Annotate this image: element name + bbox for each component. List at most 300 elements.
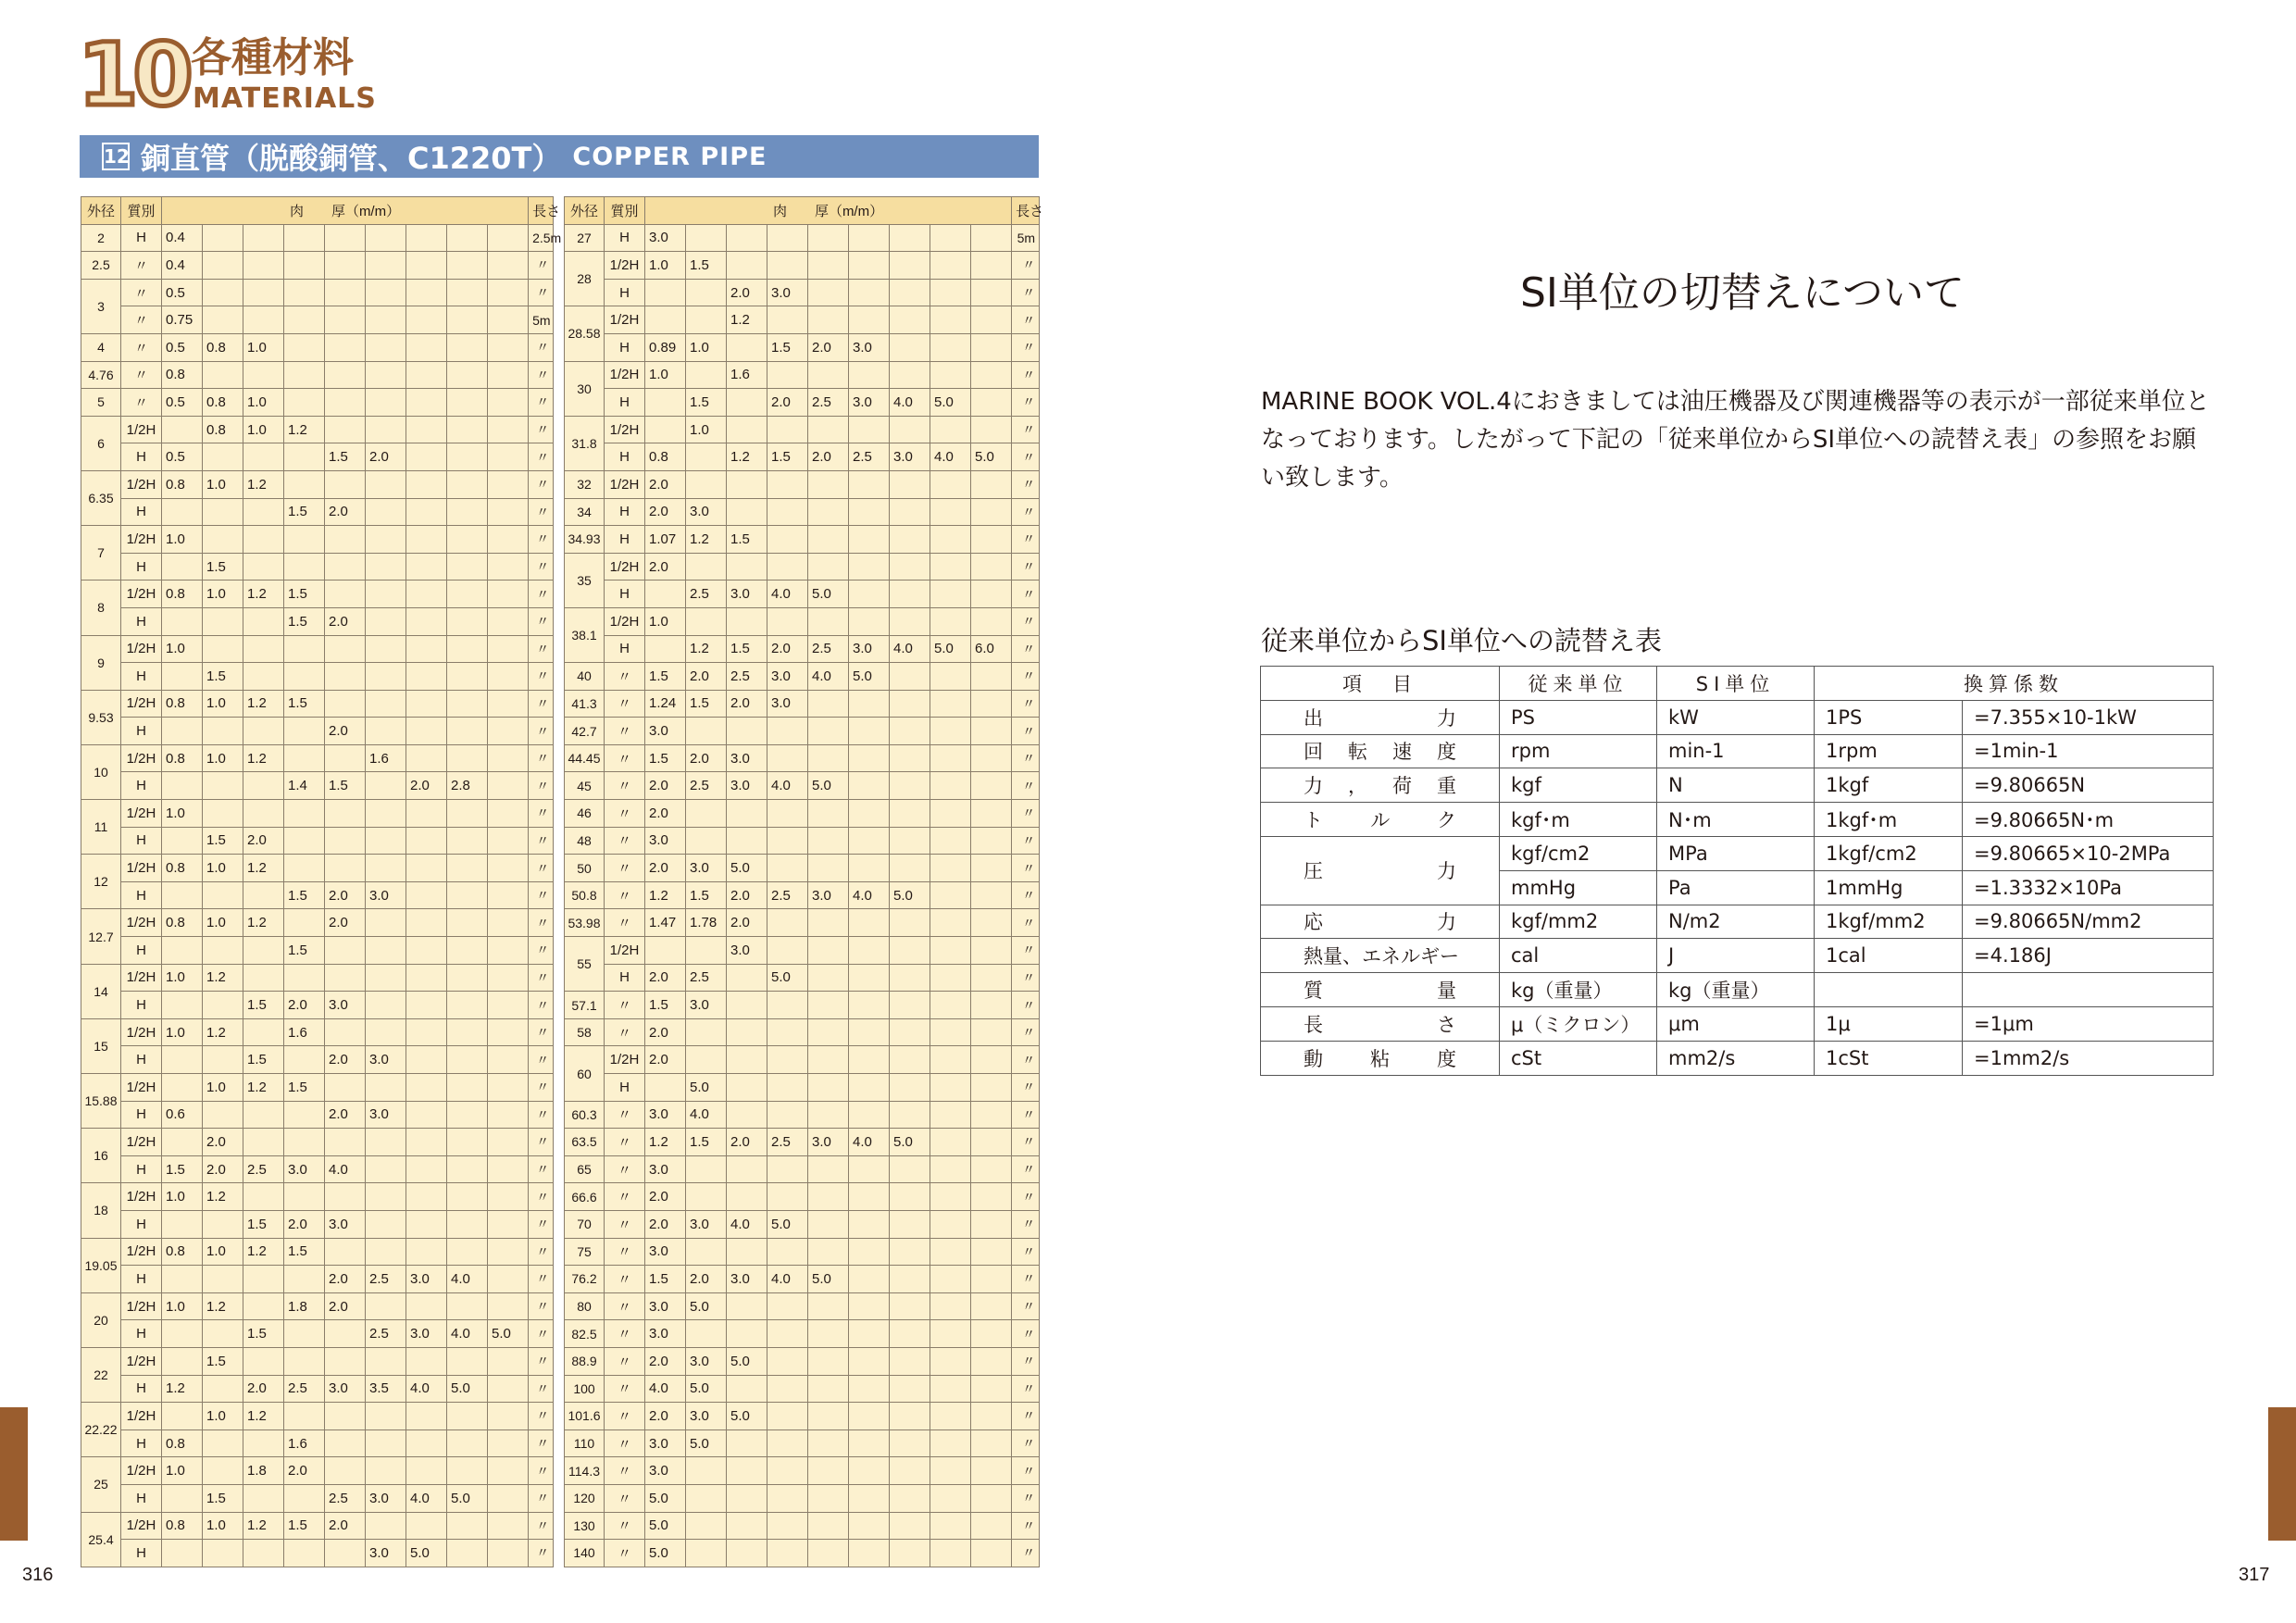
thickness-cell: [808, 1540, 849, 1567]
thickness-cell: [366, 252, 406, 280]
length-cell: 〃: [1012, 1457, 1040, 1485]
outer-diameter-cell: 27: [565, 224, 605, 252]
si-row: [1261, 768, 2214, 803]
thickness-cell: [488, 855, 529, 882]
thickness-cell: [971, 1238, 1012, 1266]
thickness-cell: [727, 1101, 767, 1129]
thickness-cell: [406, 252, 447, 280]
thickness-cell: [849, 1266, 890, 1293]
outer-diameter-cell: 55: [565, 937, 605, 992]
thickness-cell: [890, 333, 930, 361]
length-cell: 〃: [529, 1403, 554, 1430]
thickness-cell: [488, 744, 529, 772]
thickness-cell: 1.0: [162, 526, 203, 554]
thickness-cell: [686, 443, 727, 471]
thickness-cell: [890, 1375, 930, 1403]
length-cell: 〃: [529, 909, 554, 937]
thickness-cell: [203, 224, 243, 252]
thickness-cell: 3.0: [366, 1484, 406, 1512]
thickness-cell: [971, 581, 1012, 608]
thickness-cell: 1.0: [243, 416, 284, 443]
thickness-cell: [808, 1457, 849, 1485]
thickness-cell: 1.0: [203, 1403, 243, 1430]
thickness-cell: [406, 333, 447, 361]
thickness-cell: 1.5: [243, 1320, 284, 1348]
thickness-cell: [406, 1238, 447, 1266]
thickness-cell: [808, 855, 849, 882]
thickness-cell: [727, 1046, 767, 1074]
thickness-cell: [284, 1183, 325, 1211]
thickness-cell: [645, 279, 686, 306]
thickness-cell: [767, 607, 808, 635]
length-cell: 〃: [529, 361, 554, 389]
outer-diameter-cell: 101.6: [565, 1403, 605, 1430]
thickness-cell: [767, 909, 808, 937]
table-row: [565, 690, 1040, 718]
table-row: [81, 1266, 554, 1293]
grade-cell: 1/2H: [121, 909, 162, 937]
thickness-cell: [686, 306, 727, 334]
length-cell: 〃: [1012, 800, 1040, 828]
outer-diameter-cell: 19.05: [81, 1238, 121, 1292]
thickness-cell: [767, 1292, 808, 1320]
length-cell: 〃: [1012, 1320, 1040, 1348]
si-factor-from-cell: 1cSt: [1815, 1041, 1963, 1075]
thickness-cell: [890, 1320, 930, 1348]
thickness-cell: [890, 964, 930, 992]
si-paragraph: MARINE BOOK VOL.4におきましては油圧機器及び関連機器等の表示が一部従来単位となっております。したがって下記の「従来単位からSI単位への読替え表」の参照をお願い致します。: [1261, 388, 2210, 492]
thickness-cell: [808, 1210, 849, 1238]
thickness-cell: [890, 526, 930, 554]
thickness-cell: [849, 992, 890, 1019]
thickness-cell: 2.0: [645, 855, 686, 882]
thickness-cell: 3.0: [849, 333, 890, 361]
thickness-cell: [971, 1074, 1012, 1102]
thickness-cell: 5.0: [849, 663, 890, 691]
thickness-cell: 2.0: [325, 909, 366, 937]
table-row: [565, 526, 1040, 554]
thickness-cell: [767, 361, 808, 389]
length-cell: 〃: [529, 1320, 554, 1348]
thickness-cell: [808, 1292, 849, 1320]
thickness-cell: [849, 1018, 890, 1046]
thickness-cell: [447, 1210, 488, 1238]
thickness-cell: [406, 992, 447, 1019]
thickness-cell: 3.0: [366, 1540, 406, 1567]
si-row: [1261, 905, 2214, 939]
thickness-cell: 1.2: [243, 855, 284, 882]
table-row: [565, 498, 1040, 526]
thickness-cell: [488, 416, 529, 443]
thickness-cell: [488, 1429, 529, 1457]
table-row: [81, 1074, 554, 1102]
thickness-cell: [971, 690, 1012, 718]
grade-cell: H: [121, 224, 162, 252]
length-cell: 〃: [1012, 498, 1040, 526]
thickness-cell: [808, 252, 849, 280]
thickness-cell: [727, 470, 767, 498]
thickness-cell: [488, 1512, 529, 1540]
si-header-old: 従来単位: [1500, 667, 1657, 701]
si-factor-from-cell: 1kgf/mm2: [1815, 905, 1963, 939]
si-conversion-table: [1260, 666, 2214, 1076]
thickness-cell: [930, 1512, 971, 1540]
outer-diameter-cell: 60: [565, 1046, 605, 1101]
thickness-cell: [930, 1129, 971, 1156]
thickness-cell: [488, 827, 529, 855]
thickness-cell: [243, 881, 284, 909]
thickness-cell: [890, 909, 930, 937]
thickness-cell: [447, 416, 488, 443]
thickness-cell: [971, 855, 1012, 882]
outer-diameter-cell: 75: [565, 1238, 605, 1266]
thickness-cell: 5.0: [767, 964, 808, 992]
table-row: [565, 992, 1040, 1019]
thickness-cell: 1.0: [162, 1292, 203, 1320]
thickness-cell: 1.5: [243, 992, 284, 1019]
outer-diameter-cell: 12.7: [81, 909, 121, 964]
thickness-cell: [971, 827, 1012, 855]
thickness-cell: [406, 800, 447, 828]
length-cell: 〃: [529, 1018, 554, 1046]
thickness-cell: 2.0: [686, 1266, 727, 1293]
grade-cell: 〃: [121, 306, 162, 334]
left-side-tab: [0, 1407, 28, 1541]
table-row: [565, 1375, 1040, 1403]
si-old-unit-cell: PS: [1500, 700, 1657, 734]
grade-cell: H: [121, 663, 162, 691]
thickness-cell: [930, 772, 971, 800]
thickness-cell: [447, 526, 488, 554]
thickness-cell: [686, 361, 727, 389]
outer-diameter-cell: 8: [81, 581, 121, 635]
thickness-cell: [447, 279, 488, 306]
thickness-cell: [686, 1457, 727, 1485]
thickness-cell: [284, 800, 325, 828]
length-cell: 〃: [1012, 581, 1040, 608]
outer-diameter-cell: 6: [81, 416, 121, 470]
thickness-cell: [727, 1429, 767, 1457]
thickness-cell: [930, 252, 971, 280]
thickness-cell: [890, 607, 930, 635]
table-row: [81, 1129, 554, 1156]
thickness-cell: [808, 800, 849, 828]
length-cell: 〃: [529, 1429, 554, 1457]
thickness-cell: [243, 718, 284, 745]
thickness-cell: [325, 1129, 366, 1156]
thickness-cell: [727, 1183, 767, 1211]
thickness-cell: [849, 526, 890, 554]
thickness-cell: [162, 553, 203, 581]
thickness-cell: [930, 1101, 971, 1129]
thickness-cell: 2.0: [645, 1046, 686, 1074]
si-factor-to-cell: =1min-1: [1963, 734, 2214, 768]
thickness-cell: 0.8: [162, 1429, 203, 1457]
table-row: [565, 1484, 1040, 1512]
thickness-cell: [488, 1403, 529, 1430]
thickness-cell: [447, 690, 488, 718]
thickness-cell: [849, 224, 890, 252]
thickness-cell: [890, 800, 930, 828]
table-row: [81, 279, 554, 306]
thickness-cell: 1.5: [325, 772, 366, 800]
thickness-cell: 1.5: [686, 389, 727, 417]
header-outer-diameter: 外径: [81, 197, 121, 225]
thickness-cell: [971, 279, 1012, 306]
thickness-cell: 4.0: [767, 772, 808, 800]
length-cell: 〃: [1012, 607, 1040, 635]
thickness-cell: [406, 607, 447, 635]
thickness-cell: 1.4: [284, 772, 325, 800]
thickness-cell: [930, 1046, 971, 1074]
thickness-cell: [366, 1512, 406, 1540]
thickness-cell: [488, 772, 529, 800]
thickness-cell: [767, 937, 808, 965]
thickness-cell: [890, 1155, 930, 1183]
grade-cell: 〃: [605, 800, 645, 828]
thickness-cell: [406, 663, 447, 691]
thickness-cell: [488, 964, 529, 992]
thickness-cell: 2.5: [767, 881, 808, 909]
thickness-cell: [325, 827, 366, 855]
grade-cell: 1/2H: [121, 1403, 162, 1430]
thickness-cell: [971, 744, 1012, 772]
thickness-cell: [366, 855, 406, 882]
thickness-cell: 1.5: [645, 992, 686, 1019]
si-item-cell: トルク: [1261, 803, 1500, 837]
length-cell: 〃: [1012, 389, 1040, 417]
thickness-cell: [645, 416, 686, 443]
grade-cell: 1/2H: [605, 1046, 645, 1074]
thickness-cell: [203, 1210, 243, 1238]
thickness-cell: [284, 279, 325, 306]
thickness-cell: [366, 1129, 406, 1156]
thickness-cell: [686, 1046, 727, 1074]
thickness-cell: 4.0: [849, 881, 890, 909]
grade-cell: 〃: [605, 1457, 645, 1485]
si-row: [1261, 939, 2214, 973]
thickness-cell: 3.0: [767, 279, 808, 306]
thickness-cell: [406, 1183, 447, 1211]
thickness-cell: [203, 1540, 243, 1567]
si-factor-from-cell: 1kgf･m: [1815, 803, 1963, 837]
thickness-cell: 0.8: [162, 361, 203, 389]
grade-cell: H: [121, 1320, 162, 1348]
thickness-cell: [243, 800, 284, 828]
thickness-cell: 2.0: [645, 1347, 686, 1375]
length-cell: 〃: [1012, 718, 1040, 745]
thickness-cell: [808, 1347, 849, 1375]
thickness-cell: 1.2: [243, 1512, 284, 1540]
table-row: [565, 607, 1040, 635]
si-unit-cell: μm: [1657, 1006, 1815, 1041]
thickness-cell: [406, 361, 447, 389]
length-cell: 〃: [1012, 909, 1040, 937]
grade-cell: 〃: [605, 1292, 645, 1320]
thickness-cell: 3.0: [325, 1375, 366, 1403]
thickness-cell: [406, 635, 447, 663]
si-row: [1261, 700, 2214, 734]
length-cell: 〃: [529, 937, 554, 965]
length-cell: 〃: [529, 1484, 554, 1512]
table-row: [565, 581, 1040, 608]
thickness-cell: [971, 1320, 1012, 1348]
grade-cell: 〃: [605, 744, 645, 772]
si-header-factor: 換算係数: [1815, 667, 2214, 701]
thickness-cell: [488, 718, 529, 745]
thickness-cell: [808, 1403, 849, 1430]
thickness-cell: [767, 744, 808, 772]
thickness-cell: 2.0: [366, 443, 406, 471]
copper-pipe-table-right: [564, 196, 1044, 1567]
outer-diameter-cell: 28.58: [565, 306, 605, 361]
length-cell: 〃: [1012, 1512, 1040, 1540]
thickness-cell: 5.0: [767, 1210, 808, 1238]
table-row: [81, 1155, 554, 1183]
thickness-cell: [284, 333, 325, 361]
thickness-cell: [243, 1183, 284, 1211]
length-cell: 〃: [529, 1074, 554, 1102]
thickness-cell: [727, 800, 767, 828]
length-cell: 〃: [1012, 306, 1040, 334]
thickness-cell: [727, 992, 767, 1019]
thickness-cell: [890, 1183, 930, 1211]
thickness-cell: [971, 1540, 1012, 1567]
thickness-cell: [849, 416, 890, 443]
thickness-cell: 1.0: [645, 361, 686, 389]
thickness-cell: [686, 1540, 727, 1567]
grade-cell: 〃: [605, 881, 645, 909]
length-cell: 〃: [529, 690, 554, 718]
grade-cell: 〃: [605, 1403, 645, 1430]
thickness-cell: 3.0: [645, 1292, 686, 1320]
grade-cell: H: [121, 718, 162, 745]
thickness-cell: [727, 1155, 767, 1183]
thickness-cell: [890, 1347, 930, 1375]
thickness-cell: 3.0: [890, 443, 930, 471]
thickness-cell: [284, 635, 325, 663]
thickness-cell: 4.0: [849, 1129, 890, 1156]
grade-cell: 〃: [605, 909, 645, 937]
thickness-cell: [890, 1457, 930, 1485]
thickness-cell: [488, 881, 529, 909]
table-row: [81, 881, 554, 909]
length-cell: 〃: [1012, 1540, 1040, 1567]
outer-diameter-cell: 120: [565, 1484, 605, 1512]
thickness-cell: 1.5: [686, 1129, 727, 1156]
thickness-cell: [325, 1183, 366, 1211]
thickness-cell: 2.0: [203, 1129, 243, 1156]
thickness-cell: [686, 1018, 727, 1046]
si-row: [1261, 836, 2214, 870]
thickness-cell: [971, 1046, 1012, 1074]
grade-cell: 1/2H: [121, 1018, 162, 1046]
grade-cell: 1/2H: [605, 416, 645, 443]
thickness-cell: 2.5: [325, 1484, 366, 1512]
length-cell: 〃: [1012, 1292, 1040, 1320]
thickness-cell: 3.0: [767, 690, 808, 718]
thickness-cell: [162, 937, 203, 965]
thickness-cell: 1.5: [284, 690, 325, 718]
thickness-cell: [930, 937, 971, 965]
thickness-cell: [406, 306, 447, 334]
thickness-cell: 3.0: [808, 1129, 849, 1156]
thickness-cell: [971, 1484, 1012, 1512]
thickness-cell: [406, 526, 447, 554]
page-number-right: 317: [2239, 1565, 2270, 1585]
length-cell: 〃: [529, 1457, 554, 1485]
thickness-cell: [808, 306, 849, 334]
thickness-cell: [406, 581, 447, 608]
thickness-cell: [366, 1183, 406, 1211]
table-row: [565, 1018, 1040, 1046]
thickness-cell: 5.0: [808, 1266, 849, 1293]
thickness-cell: 2.0: [808, 443, 849, 471]
thickness-cell: [366, 992, 406, 1019]
table-row: [81, 1101, 554, 1129]
length-cell: 5m: [1012, 224, 1040, 252]
table-row: [565, 306, 1040, 334]
table-row: [565, 744, 1040, 772]
thickness-cell: [447, 1512, 488, 1540]
thickness-cell: [366, 827, 406, 855]
thickness-cell: [686, 800, 727, 828]
thickness-cell: [849, 1540, 890, 1567]
thickness-cell: 5.0: [488, 1320, 529, 1348]
thickness-cell: [366, 498, 406, 526]
thickness-cell: 1.24: [645, 690, 686, 718]
grade-cell: H: [605, 389, 645, 417]
si-unit-cell: N/m2: [1657, 905, 1815, 939]
length-cell: 〃: [529, 498, 554, 526]
thickness-cell: [447, 1429, 488, 1457]
thickness-cell: [488, 553, 529, 581]
thickness-cell: [849, 1512, 890, 1540]
thickness-cell: 1.2: [686, 526, 727, 554]
thickness-cell: [767, 470, 808, 498]
thickness-cell: 1.47: [645, 909, 686, 937]
thickness-cell: [971, 224, 1012, 252]
thickness-cell: 0.8: [162, 744, 203, 772]
thickness-cell: 2.5: [808, 635, 849, 663]
thickness-cell: [686, 1155, 727, 1183]
thickness-cell: [162, 1484, 203, 1512]
si-factor-from-cell: 1cal: [1815, 939, 1963, 973]
header-grade: 質別: [605, 197, 645, 225]
table-row: [565, 1512, 1040, 1540]
thickness-cell: [366, 1403, 406, 1430]
thickness-cell: [203, 1101, 243, 1129]
grade-cell: 1/2H: [605, 361, 645, 389]
si-item-cell: 回転速度: [1261, 734, 1500, 768]
length-cell: 〃: [529, 1101, 554, 1129]
thickness-cell: 4.0: [767, 581, 808, 608]
thickness-cell: [243, 635, 284, 663]
length-cell: 〃: [529, 581, 554, 608]
si-factor-from-cell: 1rpm: [1815, 734, 1963, 768]
thickness-cell: [406, 964, 447, 992]
thickness-cell: [645, 389, 686, 417]
thickness-cell: 2.0: [284, 1457, 325, 1485]
thickness-cell: [284, 252, 325, 280]
table-row: [81, 526, 554, 554]
thickness-cell: [366, 1210, 406, 1238]
thickness-cell: [808, 498, 849, 526]
table-row: [565, 964, 1040, 992]
thickness-cell: [406, 1074, 447, 1102]
thickness-cell: [488, 443, 529, 471]
thickness-cell: 2.0: [645, 498, 686, 526]
